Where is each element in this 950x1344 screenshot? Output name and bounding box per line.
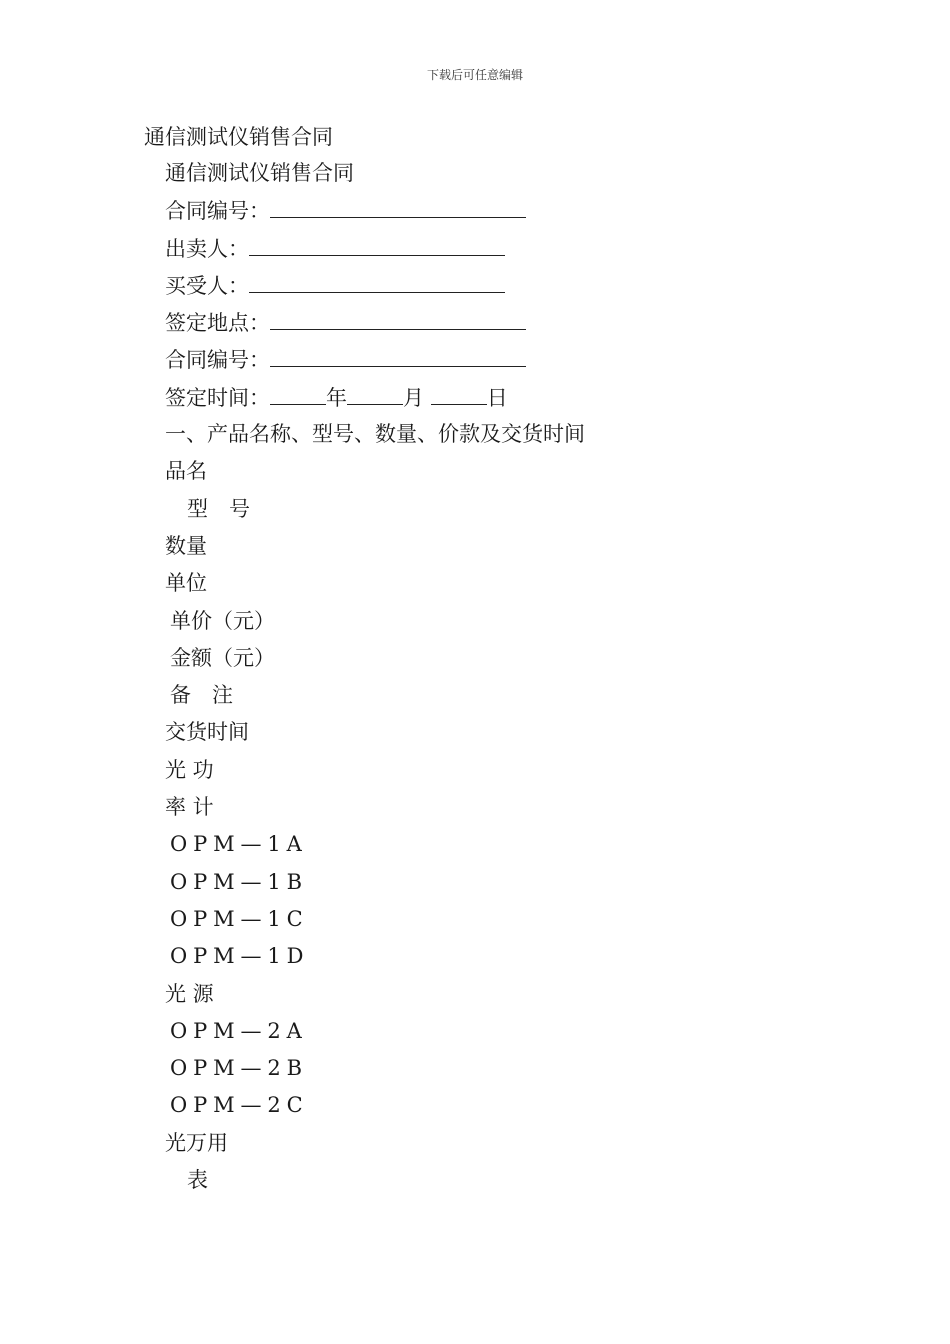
document-title: 通信测试仪销售合同 <box>144 125 333 149</box>
column-amount: 金额（元） <box>170 645 275 670</box>
column-delivery-time: 交货时间 <box>165 720 249 745</box>
day-blank <box>431 382 487 405</box>
contract-number-blank <box>270 195 526 218</box>
product-2-model: OPM—2B <box>170 1056 308 1081</box>
contract-number-label-2: 合同编号： <box>165 348 270 373</box>
contract-number-row-2 <box>165 344 845 381</box>
product-2-model: OPM—2A <box>170 1018 308 1043</box>
product-3-name-line-1: 光万用 <box>165 1130 228 1155</box>
column-unit-price: 单价（元） <box>170 608 275 633</box>
buyer-blank <box>249 270 505 293</box>
column-model: 型 号 <box>187 496 250 521</box>
column-quantity: 数量 <box>165 533 207 558</box>
day-label: 日 <box>486 385 508 410</box>
seller-row <box>165 233 845 270</box>
document-subtitle: 通信测试仪销售合同 <box>165 161 354 185</box>
product-3-name-line-2: 表 <box>187 1168 208 1193</box>
product-1-name-line-2: 率 计 <box>165 795 214 820</box>
section-1-heading: 一、产品名称、型号、数量、价款及交货时间 <box>165 422 585 447</box>
column-product-name: 品名 <box>165 459 207 484</box>
year-label: 年 <box>326 385 347 410</box>
seller-label: 出卖人： <box>165 236 249 261</box>
year-blank <box>270 382 326 405</box>
column-remark: 备 注 <box>170 683 233 708</box>
product-2-model: OPM—2C <box>170 1093 309 1118</box>
month-blank <box>347 382 403 405</box>
sign-time-label: 签定时间： <box>165 385 270 410</box>
product-1-model: OPM—1C <box>170 906 309 931</box>
product-1-name-line-1: 光 功 <box>165 757 214 782</box>
page-header-note: 下载后可任意编辑 <box>426 68 523 82</box>
product-1-model: OPM—1A <box>170 832 308 857</box>
buyer-row <box>165 270 845 307</box>
document-body <box>165 158 845 1202</box>
column-unit: 单位 <box>165 571 207 596</box>
sign-time-row <box>165 382 845 419</box>
product-1-model: OPM—1B <box>170 869 308 894</box>
product-2-name: 光 源 <box>165 981 214 1006</box>
buyer-label: 买受人： <box>165 273 249 298</box>
contract-number-row <box>165 195 845 232</box>
contract-number-blank-2 <box>270 344 526 367</box>
month-label: 月 <box>403 385 424 410</box>
sign-place-blank <box>270 307 526 330</box>
seller-blank <box>249 233 505 256</box>
contract-number-label: 合同编号： <box>165 199 270 224</box>
product-1-model: OPM—1D <box>170 944 310 969</box>
sign-place-label: 签定地点： <box>165 311 270 336</box>
sign-place-row <box>165 307 845 344</box>
